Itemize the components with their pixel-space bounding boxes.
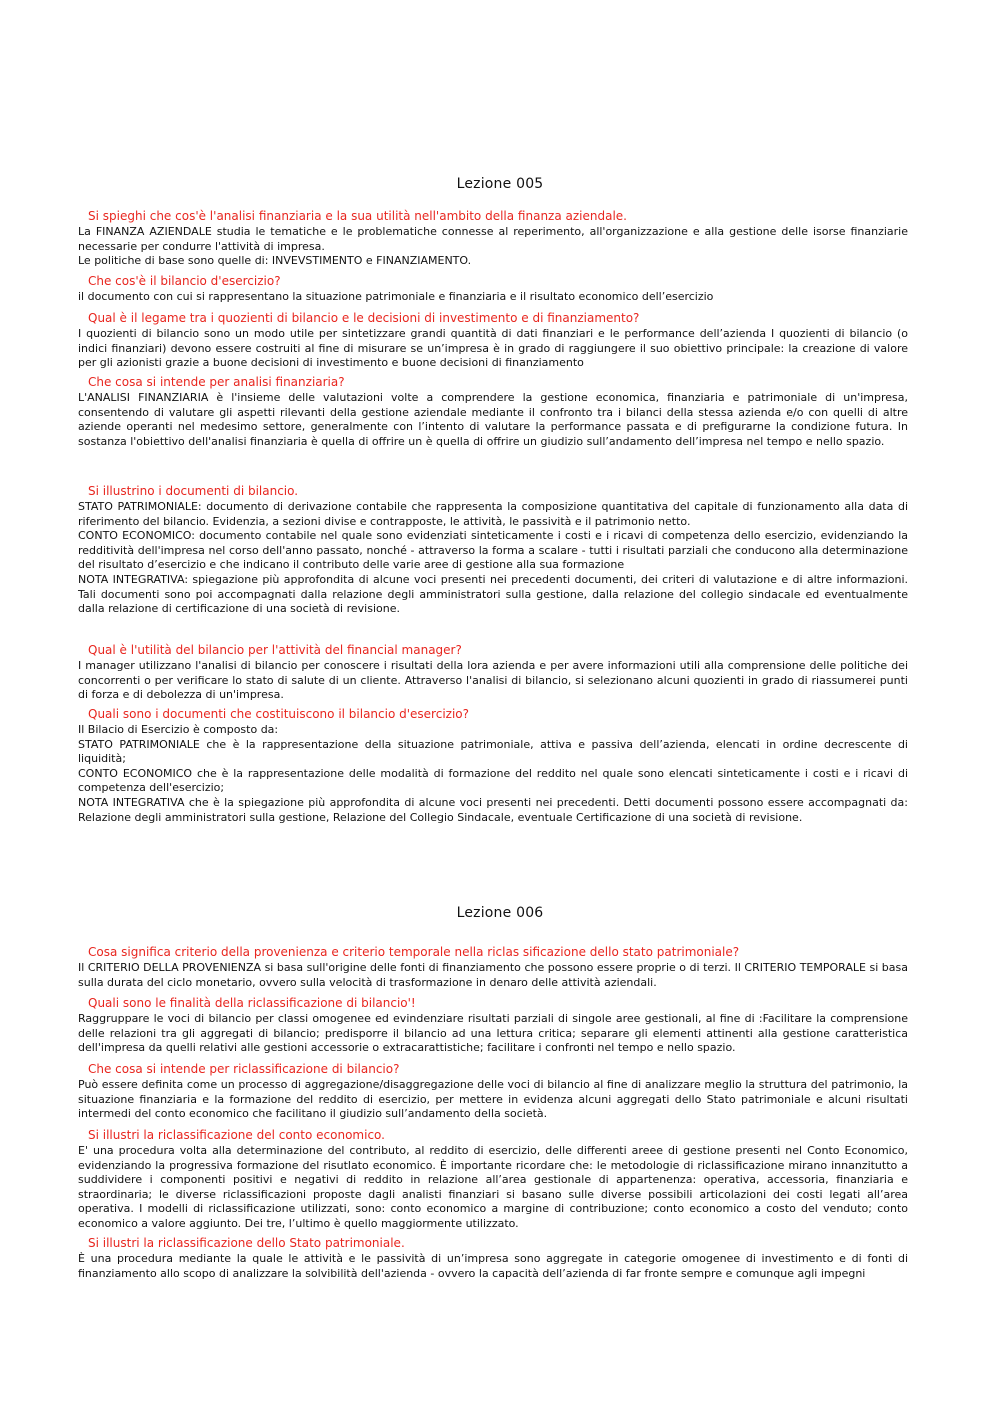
qa-item: [78, 209, 908, 269]
qa-item: [78, 707, 908, 825]
qa-item: [78, 1062, 908, 1122]
qa-item: [78, 484, 908, 617]
lesson-title: Lezione 005: [456, 176, 544, 192]
answer-paragraph: STATO PATRIMONIALE: documento di derivazione contabile che rappresenta la composizione quantitativa del capitale di funzionamento alla data di riferimento del bilancio. Evidenzia, a sezioni divise e contrapposte, le attività, le passività e il patrimonio netto.: [78, 500, 908, 528]
question: Quali sono le finalità della riclassificazione di bilancio'!: [88, 996, 416, 1010]
answer-paragraph: CONTO ECONOMICO: documento contabile nel quale sono evidenziati sinteticamente i costi e i ricavi di competenza dello esercizio, evidenziando la redditività dell'impresa nel corso dell'anno passato, nonché - attraverso la forma a scalare - tutti i risultati parziali che conducono alla determinazione del risultato d’esercizio e che indicano il contributo delle varie aree di gestione alla sua formazione: [78, 529, 908, 572]
qa-item: [78, 274, 908, 305]
answer: [78, 659, 908, 703]
answer-paragraph: Può essere definita come un processo di aggregazione/disaggregazione delle voci di bilancio al fine di analizzare meglio la struttura del patrimonio, la situazione finanziaria e la formazione del reddito di esercizio, per mettere in evidenza alcuni aggregati dello Stato patrimoniale e alcuni risultati intermedi del conto economico che facilitano il giudizio sull’andamento della società.: [78, 1078, 908, 1121]
answer: [78, 1252, 908, 1281]
question: Cosa significa criterio della provenienza e criterio temporale nella riclas sificazione dello stato patrimoniale?: [88, 945, 740, 959]
answer: [78, 1144, 908, 1232]
answer-paragraph: CONTO ECONOMICO che è la rappresentazione delle modalità di formazione del reddito nel quale sono elencati sinteticamente i costi e i ricavi di competenza dell'esercizio;: [78, 766, 908, 795]
qa-item: [78, 1236, 908, 1281]
answer-paragraph: I manager utilizzano l'analisi di bilancio per conoscere i risultati della lora azienda e per avere informazioni utili alla comprensione delle politiche dei concorrenti o per verificare lo stato di salute di un cliente. Attraverso l'analisi di bilancio, si selezionano alcuni quozienti in grado di riassumerei punti di forza e di debolezza di un'impresa.: [78, 659, 908, 702]
question: Si spieghi che cos'è l'analisi finanziaria e la sua utilità nell'ambito della finanza aziendale.: [88, 209, 627, 223]
answer-paragraph: il documento con cui si rappresentano la situazione patrimoniale e finanziaria e il risultato economico dell’esercizio: [78, 290, 714, 303]
answer-paragraph: NOTA INTEGRATIVA: spiegazione più approfondita di alcune voci presenti nei precedenti documenti, dei criteri di valutazione e di altre informazioni. Tali documenti sono poi accompagnati dalla relazione degli amministratori sulla gestione, dalla relazione del collegio sindacale ed eventualmente dalla relazione di certificazione di una società di revisione.: [78, 572, 908, 616]
answer-paragraph: È una procedura mediante la quale le attività e le passività di un’impresa sono aggregate in categorie omogenee di investimento e di fonti di finanziamento allo scopo di analizzare la solvibilità dell'azienda - ovvero la capacità dell’azienda di far fronte sempre e comunque agli impegni: [78, 1252, 908, 1280]
answer-paragraph: I quozienti di bilancio sono un modo utile per sintetizzare grandi quantità di dati finanziari e le performance dell’azienda I quozienti di bilancio (o indici finanziari) devono essere costruiti al fine di misurare se un’impresa è in grado di raggiungere il suo obiettivo principale: la creazione di valore per gli azionisti grazie a buone decisioni di investimento e buone decisioni di finanziamento: [78, 327, 908, 370]
answer-paragraph: STATO PATRIMONIALE che è la rappresentazione della situazione patrimoniale, attiva e passiva dell’azienda, elencati in ordine decrescente di liquidità;: [78, 737, 908, 766]
answer: [78, 225, 908, 269]
qa-item: [78, 945, 908, 990]
qa-item: [78, 1128, 908, 1232]
answer-paragraph: L'ANALISI FINANZIARIA è l'insieme delle valutazioni volte a comprendere la gestione economica, finanziaria e patrimoniale di un'impresa, consentendo di valutare gli aspetti rilevanti della gestione aziendale mediante il confronto tra i bilanci della stessa azienda e/o con quelli di altre aziende operanti nel medesimo settore, generalmente con l’intento di valutare la performance passata e di prefigurarne la condizione futura. In sostanza l'obiettivo dell'analisi finanziaria è quella di offrire un è quella di offrire un giudizio sull’andamento dell’impresa nel tempo e nello spazio.: [78, 391, 908, 448]
answer-paragraph: Il Bilacio di Esercizio è composto da:: [78, 723, 279, 736]
answer-paragraph: E' una procedura volta alla determinazione del contributo, al reddito di esercizio, delle differenti areee di gestione presenti nel Conto Economico, evidenziando la progressiva formazione del risutlato economico. È importante ricordare che: le metodologie di riclassificazione mirano innanzitutto a suddividere i componenti positivi e negativi di reddito in relazione all’area gestionale di appartenenza: operativa, accessoria, finanziaria e straordinaria; le diverse riclassificazioni proposte dagli analisti finanziari si basano sulle diverse possibili articolazioni dei costi legati all’area operativa. I modelli di riclassificazione utilizzati, sono: conto economico a margine di contribuzione; conto economico a costo del venduto; conto economico a valore aggiunto. Dei tre, l’ultimo è quello maggiormente utilizzato.: [78, 1144, 908, 1230]
question: Si illustri la riclassificazione dello Stato patrimoniale.: [88, 1236, 405, 1250]
answer: [78, 961, 908, 990]
answer-paragraph: NOTA INTEGRATIVA che è la spiegazione più approfondita di alcune voci presenti nei precedenti. Detti documenti possono essere accompagnati da: Relazione degli amministratori sulla gestione, Relazione del Collegio Sindacale, eventuale Certificazione di una società di revisione.: [78, 795, 908, 824]
question: Si illustrino i documenti di bilancio.: [88, 484, 299, 498]
qa-item: [78, 643, 908, 703]
answer: [78, 1078, 908, 1122]
answer: [78, 290, 908, 305]
question: Qual è l'utilità del bilancio per l'attività del financial manager?: [88, 643, 462, 657]
question: Che cosa si intende per riclassificazione di bilancio?: [88, 1062, 400, 1076]
qa-item: [78, 996, 908, 1056]
answer-paragraph: Raggruppare le voci di bilancio per classi omogenee ed evindenziare risultati parziali di singole aree gestionali, al fine di :Facilitare la comprensione delle relazioni tra gli aggregati di bilancio; predisporre il bilancio ad una lettura critica; separare gli elementi attinenti alla gestione caratteristica dell'impresa da quelli relativi alle gestioni accessorie o extracarattistiche; facilitare i confronti nel tempo e nello spazio.: [78, 1012, 908, 1055]
lesson-title: Lezione 006: [456, 905, 544, 921]
question: Quali sono i documenti che costituiscono il bilancio d'esercizio?: [88, 707, 470, 721]
answer: [78, 391, 908, 449]
answer: [78, 723, 908, 825]
answer: [78, 1012, 908, 1056]
question: Qual è il legame tra i quozienti di bilancio e le decisioni di investimento e di finanziamento?: [88, 311, 640, 325]
answer: [78, 500, 908, 617]
answer-paragraph: Il CRITERIO DELLA PROVENIENZA si basa sull'origine delle fonti di finanziamento che possono essere proprie o di terzi. Il CRITERIO TEMPORALE si basa sulla durata del ciclo monetario, ovvero sulla velocità di trasformazione in denaro delle attività aziendali.: [78, 961, 908, 989]
qa-item: [78, 311, 908, 371]
answer-paragraph: La FINANZA AZIENDALE studia le tematiche e le problematiche connesse al reperimento, all'organizzazione e alla gestione delle isorse finanziarie necessarie per condurre l'attività di impresa.: [78, 225, 908, 253]
question: Che cosa si intende per analisi finanziaria?: [88, 375, 345, 389]
question: Si illustri la riclassificazione del conto economico.: [88, 1128, 385, 1142]
answer: [78, 327, 908, 371]
qa-item: [78, 375, 908, 449]
answer-paragraph: Le politiche di base sono quelle di: INVEVSTIMENTO e FINANZIAMENTO.: [78, 254, 472, 268]
question: Che cos'è il bilancio d'esercizio?: [88, 274, 281, 288]
